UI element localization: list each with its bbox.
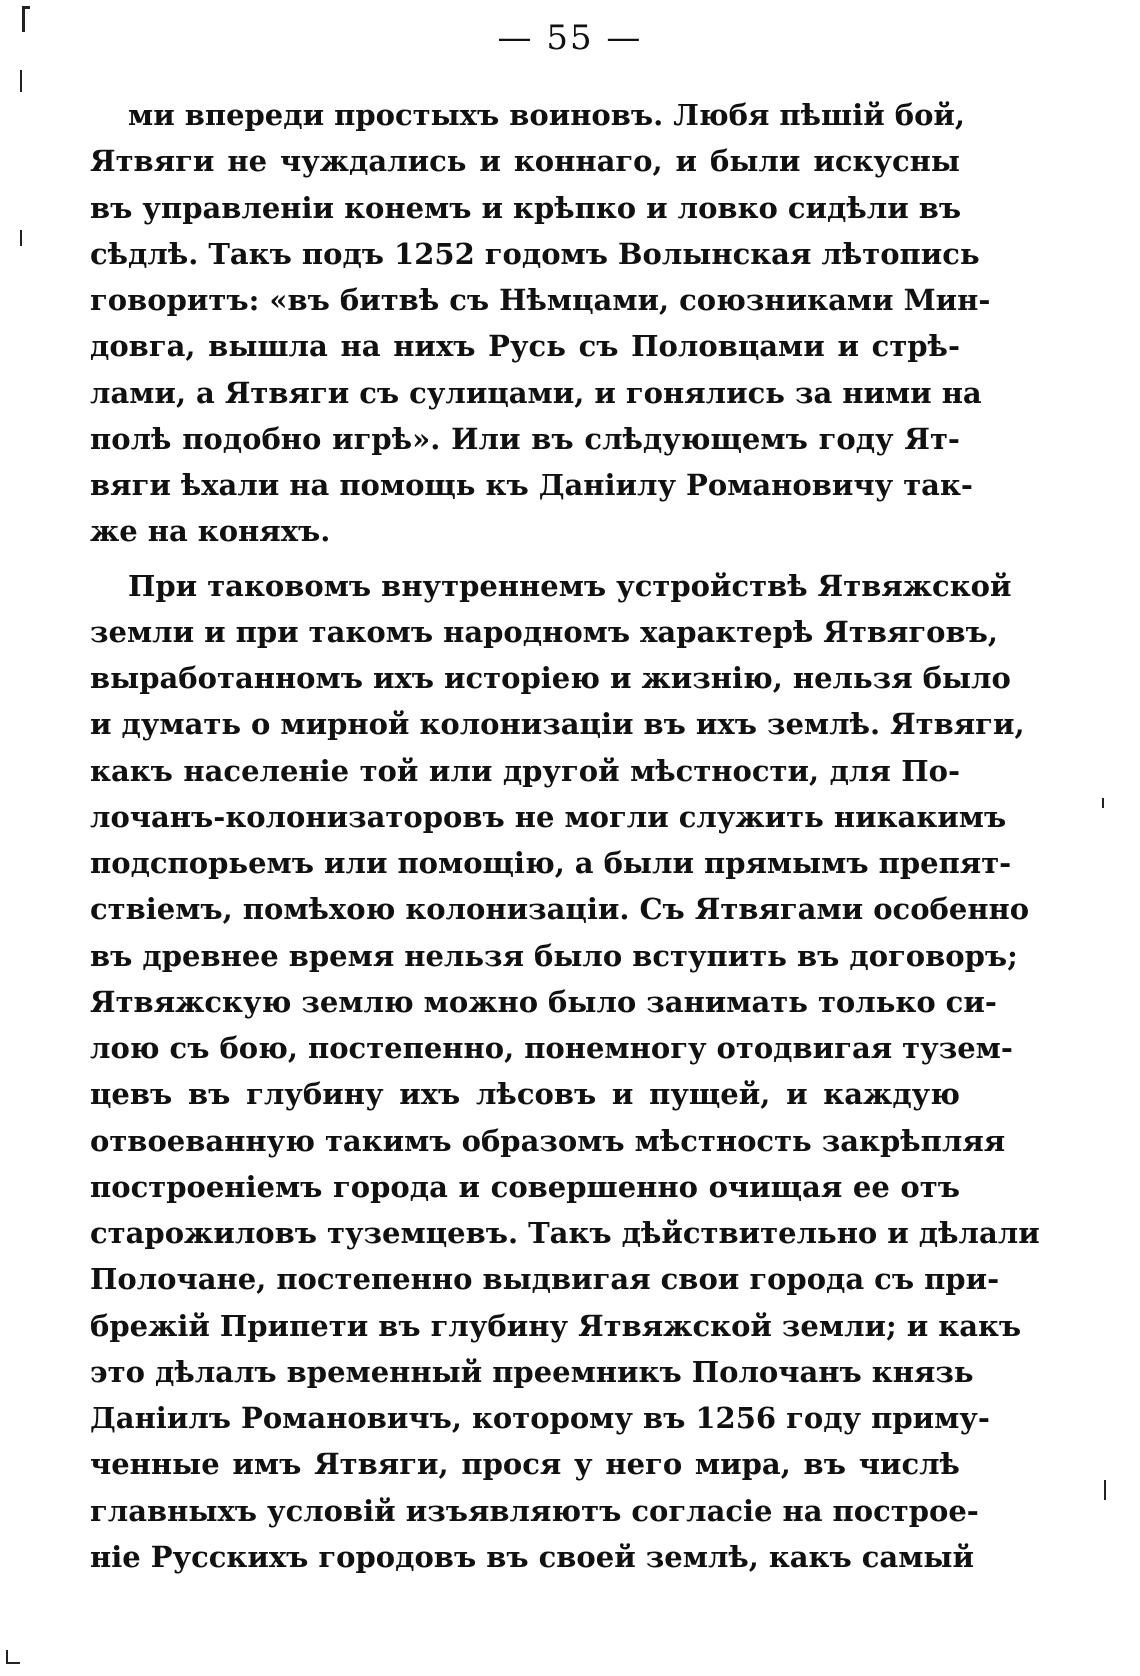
word: съ [169,1031,210,1065]
word: и [479,144,501,179]
word: ми [128,98,175,132]
word: Такъ [528,1216,612,1250]
text-line [90,840,1012,886]
text-line [90,1534,974,1580]
word: понемногу [524,1031,707,1065]
word: и [458,1169,481,1204]
word: время [288,938,395,973]
word: на [782,1493,823,1528]
word: было [534,938,623,973]
word: преемникъ [492,1354,682,1389]
word: не [514,799,555,834]
word: глубину [430,1308,569,1343]
text-line [90,1071,960,1117]
word: служить [678,799,824,834]
word: колонизаціи [419,707,634,742]
word: совершенно [490,1169,698,1204]
word: колонизаціи. [405,892,630,927]
word: особенно [873,892,1030,927]
word: сидѣли [787,190,909,225]
word: коняхъ. [197,514,331,549]
text-line [90,185,960,231]
scan-mark [20,70,22,92]
word: подъ [301,236,385,271]
word: только [817,984,936,1019]
word: съ [874,1262,915,1297]
word: и [906,1308,929,1343]
word: было [548,984,637,1019]
word: могли [564,799,669,834]
word: союзниками [679,283,894,317]
word: земли [90,614,195,649]
word: По- [901,753,960,788]
word: устройствѣ [616,568,808,603]
text-line [90,231,980,277]
word: Ятвягами [694,892,864,927]
word: на [289,468,330,502]
text-line [90,508,960,554]
word: и [646,190,668,225]
word: въ [643,707,686,742]
word: согласіе [631,1493,773,1528]
word: же [90,514,138,549]
word: дѣлалъ [154,1354,277,1389]
word: мира, [694,1447,791,1482]
word: построе- [832,1493,979,1528]
word: отодвигая [716,1031,893,1065]
word: мѣстности, [630,753,820,788]
word: брежій [90,1308,210,1343]
word: Ятвяги [90,144,215,179]
word: Полочане, [90,1262,267,1297]
paragraph [90,92,991,555]
word: годомъ [484,236,608,271]
word: лѣсовъ [475,1077,597,1112]
word: пущей, [649,1077,771,1112]
word: закрѣпляя [821,1123,1006,1158]
word: числѣ [858,1447,960,1482]
word: приму- [871,1401,990,1435]
word: и [786,1077,808,1112]
word: другой [502,753,620,788]
word: въ [187,1077,231,1112]
word: Романовичу [686,468,894,502]
word: Русскихъ [150,1539,309,1574]
text-line [90,277,991,323]
text-line [90,979,997,1025]
word: были [710,144,801,179]
word: мѣстность [634,1123,812,1158]
word: выработанномъ [90,661,363,695]
word: тузем- [902,1031,1013,1065]
word: ее [852,1169,890,1204]
word: Ятвяги [224,375,350,410]
word: землѣ. [766,707,881,742]
word: были [603,846,694,880]
word: говоритъ: [90,283,260,317]
word: и [609,661,632,695]
word: старожиловъ [90,1216,318,1250]
word: ихъ [695,707,757,742]
word: или [323,846,388,880]
scan-mark [1102,798,1104,808]
text-line [90,1349,974,1395]
word: въ [378,1308,421,1343]
word: образомъ [461,1123,625,1158]
word: отвоеванную [90,1123,315,1158]
word: свои [660,1262,740,1297]
word: на [941,375,982,410]
word: Съ [639,892,685,927]
word: сѣдлѣ. [90,236,199,271]
word: глубину [246,1077,384,1112]
word: крѣпко [513,190,637,225]
word: своей [538,1539,636,1574]
word: князь [871,1354,974,1389]
word: Ятвяги, [890,707,1025,742]
word: въ [918,190,962,225]
word: бой, [894,98,966,132]
text-line [90,1256,1000,1302]
word: пѣшій [779,98,885,132]
word: никакимъ [833,799,1007,834]
word: лою [90,1031,160,1065]
word: населеніе [183,753,350,788]
word: какъ [938,1308,1022,1343]
word: и [481,190,503,225]
word: Ятвяжской [578,1308,772,1343]
word: году [786,1401,862,1435]
word: на [147,514,188,549]
text-line [90,1025,1013,1071]
word: ченные [90,1447,220,1482]
word: конемъ [344,190,472,225]
word: въ [486,1539,529,1574]
word: для [829,753,891,788]
word: городовъ [318,1539,477,1574]
word: ними [842,375,932,410]
word: въ [796,938,840,973]
word: 1252 [394,236,475,271]
word: исторіею [444,661,600,695]
scan-mark [1104,1480,1106,1500]
word: Любя [673,98,770,132]
word: препят- [878,846,1012,880]
word: и [594,375,616,410]
word: города [333,1169,448,1204]
text-line [90,933,1018,979]
word: Волынская [617,236,812,271]
word: въ [803,1447,846,1482]
word: Или [451,421,521,456]
word: вышла [208,329,328,364]
word: простыхъ [334,98,500,132]
word: самый [861,1539,974,1574]
word: было [922,661,1011,695]
word: гонялись [625,375,785,410]
word: вяги [90,468,171,502]
word: и [611,1077,634,1112]
word: Даніилъ [90,1401,232,1435]
word: нихъ [393,329,476,364]
word: ніе [90,1539,141,1574]
word: въ [90,190,133,225]
word: можно [423,984,539,1019]
word: каждую [823,1077,960,1112]
word: Ятвяговъ, [823,614,999,649]
word: и [90,707,112,742]
word: договоръ; [849,938,1018,973]
text-line [90,92,966,138]
scan-mark [20,230,22,246]
word: условій [267,1493,396,1528]
text-line [90,748,960,794]
word: подспорьемъ [90,846,314,880]
text-line [90,138,960,184]
word: какъ [90,753,173,788]
word: слѣдующемъ [584,421,808,456]
word: стрѣ- [871,329,960,364]
word: въ [531,421,574,456]
word: той [359,753,419,788]
word: и [887,1216,909,1250]
word: такимъ [324,1123,452,1158]
word: воиновъ. [509,98,664,132]
word: вступить [632,938,787,973]
word: за [794,375,833,410]
word: о [251,707,271,742]
word: такомъ [308,614,434,649]
scan-mark [22,6,25,32]
word: ствіемъ, [90,892,233,927]
word: туземцевъ. [327,1216,519,1250]
word: изъявляютъ [405,1493,622,1528]
text-line [90,370,982,416]
word: въ [642,1401,686,1435]
paragraph [90,563,1040,1581]
word: или [428,753,493,788]
text-line [90,1118,1006,1164]
word: древнее [142,938,279,973]
word: дѣйствительно [621,1216,878,1250]
word: очищая [708,1169,843,1204]
word: постепенно [276,1262,473,1297]
scan-mark [22,6,30,9]
text-line [90,462,973,508]
word: и [675,144,698,179]
word: году [818,421,894,456]
word: помѣхою [242,892,396,927]
word: имъ [232,1447,302,1482]
word: ихъ [372,661,435,695]
word: лами, [90,375,187,410]
word: помощь [339,468,476,502]
word: занимать [646,984,808,1019]
text-line [90,563,1012,609]
word: При [128,568,198,603]
text-line [90,1441,960,1487]
word: Романовичъ, [241,1401,462,1435]
word: Ят- [904,421,960,456]
word: помощію, [397,846,565,880]
word: и [204,614,226,649]
word: выдвигая [482,1262,651,1297]
text-line [90,1395,990,1441]
text-line [90,1210,1040,1256]
word: и [837,329,859,364]
word: нельзя [404,938,524,973]
word: думать [121,707,242,742]
word: нельзя [792,661,913,695]
word: съ [449,283,490,317]
word: внутреннемъ [381,568,607,603]
word: лѣтопись [821,236,980,271]
word: таковомъ [207,568,372,603]
word: Полочанъ [691,1354,862,1389]
scan-mark [6,1662,20,1664]
word: ѣхали [180,468,280,502]
word: землю [301,984,414,1019]
word: подобно [182,421,322,456]
word: бою, [219,1031,298,1065]
word: цевъ [90,1077,173,1112]
page-number: — 55 — [497,18,643,58]
word: постепенно, [307,1031,515,1065]
text-line [90,1164,960,1210]
word: Ятвяжскую [90,984,292,1019]
word: «въ [269,283,330,317]
word: которому [471,1401,633,1435]
word: характерѣ [640,614,814,649]
word: земли; [781,1308,897,1343]
word: Такъ [208,236,292,271]
word: Ятвяги, [314,1447,449,1482]
word: при- [924,1262,1000,1297]
word: ловко [677,190,778,225]
word: главныхъ [90,1493,257,1528]
word: къ [485,468,529,502]
text-line [90,701,1025,747]
text-line [90,886,1030,932]
word: дѣлали [918,1216,1040,1250]
text-line [90,323,960,369]
word: жизнію, [641,661,783,695]
word: у [574,1447,593,1482]
word: построеніемъ [90,1169,323,1204]
text-block [90,92,1040,1580]
word: не [227,144,268,179]
word: полѣ [90,421,172,456]
word: впереди [184,98,325,132]
text-line [90,794,1007,840]
text-line [90,1488,979,1534]
word: си- [945,984,997,1019]
word: а [574,846,594,880]
word: какъ [768,1539,852,1574]
word: Ятвяжской [817,568,1012,603]
word: съ [578,329,619,364]
word: игрѣ». [332,421,441,456]
word: народномъ [443,614,631,649]
word: так- [903,468,973,502]
word: а [196,375,215,410]
word: Русь [488,329,566,364]
word: съ [359,375,400,410]
word: при [235,614,299,649]
word: это [90,1354,145,1389]
word: лочанъ-колонизаторовъ [90,799,505,834]
word: Даніилу [538,468,677,502]
word: довга, [90,329,196,364]
word: него [605,1447,683,1482]
word: прося [461,1447,562,1482]
word: сулицами, [409,375,585,410]
word: 1256 [695,1401,777,1435]
word: ихъ [399,1077,461,1112]
word: на [340,329,381,364]
text-line [90,655,1011,701]
word: управленіи [142,190,335,225]
text-line [90,1303,1022,1349]
word: прямымъ [703,846,869,880]
word: временный [286,1354,483,1389]
word: въ [90,938,133,973]
word: битвѣ [339,283,440,317]
word: Нѣмцами, [499,283,670,317]
word: землѣ, [645,1539,759,1574]
word: Половцами [631,329,825,364]
word: отъ [900,1169,960,1204]
text-line [90,609,999,655]
word: Припети [219,1308,369,1343]
word: Мин- [903,283,991,317]
word: чуждались [279,144,467,179]
word: города [749,1262,865,1297]
word: искусны [813,144,960,179]
word: мирной [280,707,410,742]
word: коннаго, [513,144,663,179]
text-line [90,416,960,462]
